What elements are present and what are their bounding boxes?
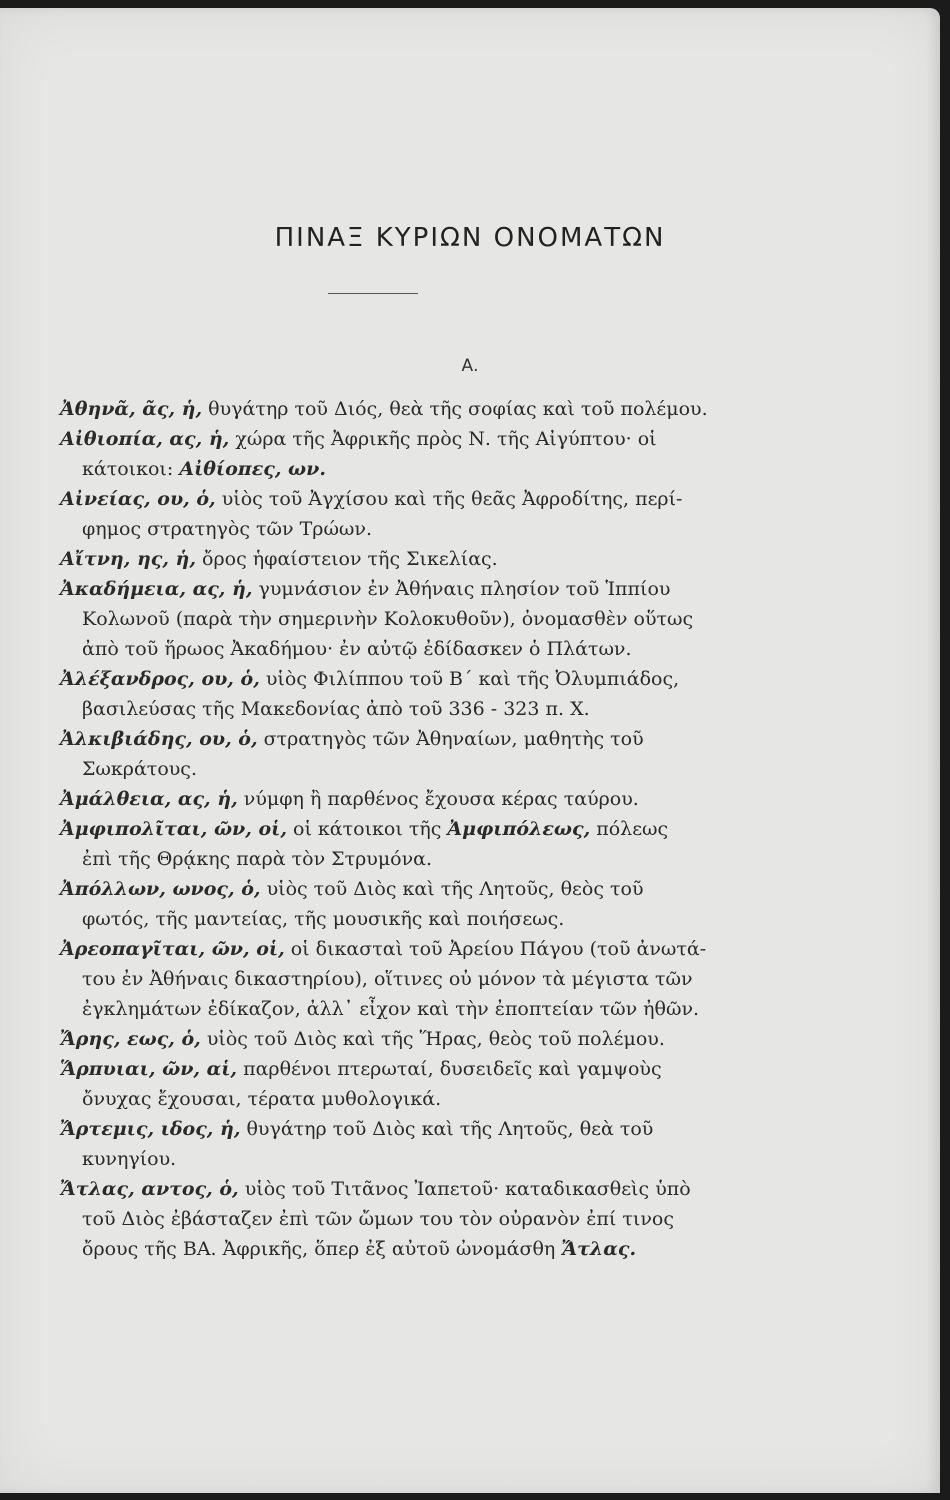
title-divider (328, 293, 418, 294)
entry-text: Σωκράτους. (82, 758, 197, 780)
index-entry (60, 424, 710, 484)
entry-headword: Ἀμάλθεια, ας, ἡ, (60, 788, 238, 810)
entry-text: υἱὸς Φιλίππου τοῦ Β΄ καὶ τῆς Ὀλυμπιάδος, (265, 668, 680, 690)
entry-text: ἐπὶ τῆς Θρᾴκης παρὰ τὸν Στρυμόνα. (82, 848, 433, 870)
entry-text: γυμνάσιον ἐν Ἀθήναις πλησίον τοῦ Ἱππίου (258, 578, 671, 600)
index-entry (60, 874, 710, 934)
entry-text: κυνηγίου. (82, 1148, 177, 1170)
entry-text: κάτοικοι: (82, 458, 174, 480)
index-entry (60, 484, 710, 544)
index-entry (60, 784, 710, 814)
entry-text: βασιλεύσας τῆς Μακεδονίας ἀπὸ τοῦ 336 - 323 π. Χ. (82, 698, 590, 720)
entry-text: θυγάτηρ τοῦ Διὸς καὶ τῆς Λητοῦς, θεὰ τοῦ (246, 1118, 654, 1140)
index-entry (60, 724, 710, 784)
entry-headword: Ἀμφιπολῖται, ῶν, οἱ, (60, 818, 287, 840)
index-entry (60, 1114, 710, 1174)
section-letter: Α. (461, 356, 479, 376)
entry-headword: Ἀπόλλων, ωνος, ὁ, (60, 878, 261, 900)
entry-text: πόλεως (596, 818, 669, 840)
entry-headword: Αἰνείας, ου, ὁ, (60, 488, 216, 510)
index-entry (60, 394, 710, 424)
entry-crossref: Ἀμφιπόλεως, (447, 818, 591, 840)
entry-text: ὄρος ἡφαίστειον τῆς Σικελίας. (202, 548, 498, 570)
entry-text: τοῦ Διὸς ἐβάσταζεν ἐπὶ τῶν ὤμων του τὸν οὐρανὸν ἐπί τινος (82, 1208, 674, 1230)
entry-text: υἱὸς τοῦ Διὸς καὶ τῆς Λητοῦς, θεὸς τοῦ (266, 878, 644, 900)
entry-text: υἱὸς τοῦ Διὸς καὶ τῆς Ἥρας, θεὸς τοῦ πολέμου. (206, 1028, 665, 1050)
entry-text: φημος στρατηγὸς τῶν Τρώων. (82, 518, 373, 540)
index-entry (60, 664, 710, 724)
entry-headword: Ἄτλας, αντος, ὁ, (60, 1178, 239, 1200)
index-entry (60, 1054, 710, 1114)
entry-text: ὄνυχας ἔχουσαι, τέρατα μυθολογικά. (82, 1088, 442, 1110)
index-entry (60, 544, 710, 574)
entry-text: στρατηγὸς τῶν Ἀθηναίων, μαθητὴς τοῦ (263, 728, 644, 750)
entry-text: οἱ δικασταὶ τοῦ Ἀρείου Πάγου (τοῦ ἀνωτά- (290, 938, 707, 960)
entry-text: υἱὸς τοῦ Τιτᾶνος Ἰαπετοῦ· καταδικασθεὶς ὑπὸ (244, 1178, 691, 1200)
entry-headword: Ἀρεοπαγῖται, ῶν, οἱ, (60, 938, 285, 960)
entry-headword: Αἰθιοπία, ας, ἡ, (60, 428, 230, 450)
entry-text: ὄρους τῆς ΒΑ. Ἀφρικῆς, ὅπερ ἐξ αὐτοῦ ὠνομάσθη (82, 1238, 556, 1260)
entry-text: υἱὸς τοῦ Ἀγχίσου καὶ τῆς θεᾶς Ἀφροδίτης, περί- (221, 488, 683, 510)
entry-text: οἱ κάτοικοι τῆς (293, 818, 442, 840)
entry-text: του ἐν Ἀθήναις δικαστηρίου), οἵτινες οὐ μόνον τὰ μέγιστα τῶν (82, 968, 693, 990)
entry-crossref: Ἄτλας. (561, 1238, 637, 1260)
entry-text: ἐγκλημάτων ἐδίκαζον, ἀλλ᾽ εἶχον καὶ τὴν ἐποπτείαν τῶν ἠθῶν. (82, 998, 700, 1020)
entry-text: παρθένοι πτερωταί, δυσειδεῖς καὶ γαμψοὺς (243, 1058, 662, 1080)
entry-list (60, 394, 710, 1264)
entry-headword: Αἴτνη, ης, ἡ, (60, 548, 196, 570)
entry-headword: Ἀκαδήμεια, ας, ἡ, (60, 578, 253, 600)
entry-headword: Ἀλκιβιάδης, ου, ὁ, (60, 728, 258, 750)
entry-text: Κολωνοῦ (παρὰ τὴν σημερινὴν Κολοκυθοῦν), ὀνομασθὲν οὕτως (82, 608, 694, 630)
index-entry (60, 1024, 710, 1054)
index-entry (60, 934, 710, 1024)
index-entry (60, 1174, 710, 1264)
entry-headword: Ἀθηνᾶ, ᾶς, ἡ, (60, 398, 203, 420)
entry-headword: Ἀλέξανδρος, ου, ὁ, (60, 668, 260, 690)
index-entry (60, 574, 710, 664)
entry-text: ἀπὸ τοῦ ἥρωος Ἀκαδήμου· ἐν αὐτῷ ἐδίδασκεν ὁ Πλάτων. (82, 638, 632, 660)
entry-text: θυγάτηρ τοῦ Διός, θεὰ τῆς σοφίας καὶ τοῦ πολέμου. (208, 398, 708, 420)
entry-headword: Ἅρπυιαι, ῶν, αἱ, (60, 1058, 238, 1080)
entry-text: φωτός, τῆς μαντείας, τῆς μουσικῆς καὶ ποιήσεως. (82, 908, 565, 930)
entry-crossref: Αἰθίοπες, ων. (179, 458, 326, 480)
entry-headword: Ἄρης, εως, ὁ, (60, 1028, 201, 1050)
index-entry (60, 814, 710, 874)
entry-text: χώρα τῆς Ἀφρικῆς πρὸς Ν. τῆς Αἰγύπτου· οἱ (235, 428, 657, 450)
entry-headword: Ἄρτεμις, ιδος, ἡ, (60, 1118, 241, 1140)
entry-text: νύμφη ἢ παρθένος ἔχουσα κέρας ταύρου. (243, 788, 639, 810)
book-page (0, 8, 940, 1493)
page-title: ΠΙΝΑΞ ΚΥΡΙΩΝ ΟΝΟΜΑΤΩΝ (274, 223, 666, 253)
